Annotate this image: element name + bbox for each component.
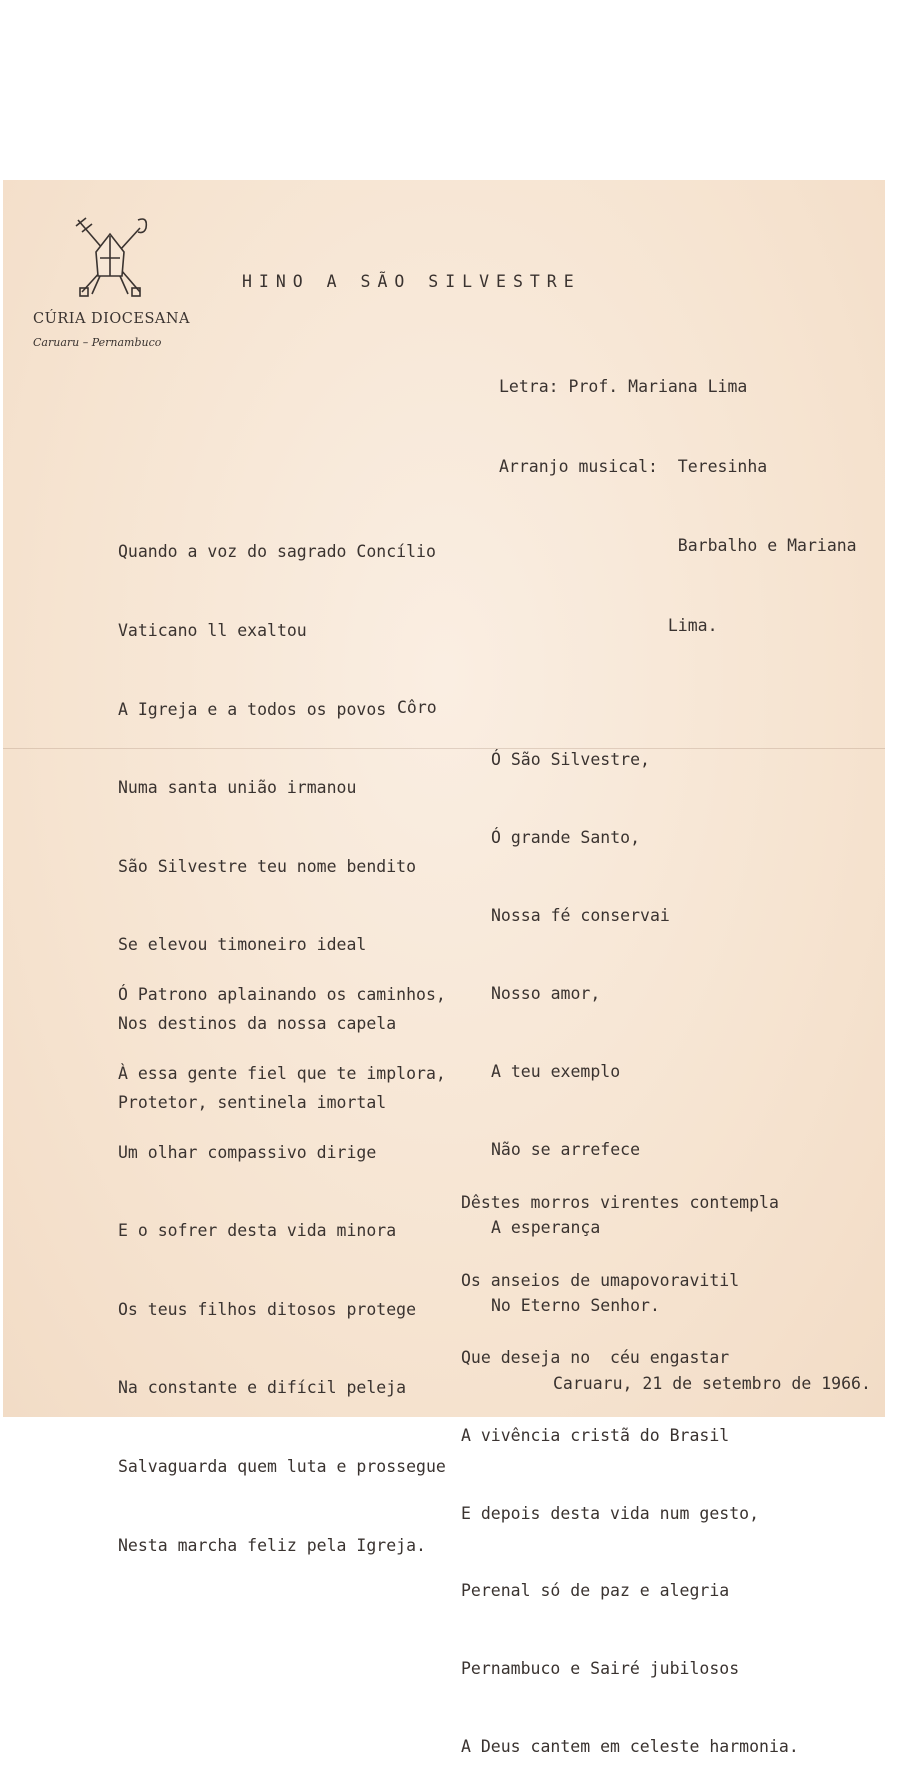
date-line: Caruaru, 21 de setembro de 1966. (553, 1374, 871, 1393)
credits-block (499, 321, 857, 666)
verse-line: Que deseja no céu engastar (461, 1348, 730, 1368)
verse-line: A vivência cristã do Brasil (461, 1425, 730, 1445)
verse-line: São Silvestre teu nome bendito (118, 856, 417, 876)
chorus-line: A esperança (491, 1218, 601, 1237)
chorus-line: A teu exemplo (491, 1062, 621, 1081)
credits-line: Barbalho e Mariana (499, 536, 857, 555)
credits-line: Letra: Prof. Mariana Lima (499, 377, 748, 396)
verse-line: Os teus filhos ditosos protege (118, 1299, 417, 1319)
chorus-line: Ó grande Santo, (491, 828, 641, 847)
letterhead-place: Caruaru – Pernambuco (33, 336, 162, 349)
verse-line: Se elevou timoneiro ideal (118, 935, 367, 955)
verse-line: Salvaguarda quem luta e prossegue (118, 1457, 446, 1477)
verse-line: Nesta marcha feliz pela Igreja. (118, 1535, 426, 1555)
letterhead-name: CÚRIA DIOCESANA (33, 311, 191, 327)
diocese-emblem-icon (70, 212, 152, 302)
verse-line: Dêstes morros virentes contempla (461, 1192, 779, 1212)
credits-line: Arranjo musical: Teresinha (499, 456, 768, 476)
verse-line: Vaticano ll exaltou (118, 621, 307, 641)
verse-line: Perenal só de paz e alegria (461, 1581, 730, 1601)
verse-line: Os anseios de umapovoravitil (461, 1270, 740, 1290)
verse-line: Protetor, sentinela imortal (118, 1092, 387, 1112)
verse-line: E o sofrer desta vida minora (118, 1221, 397, 1241)
verse-line: Numa santa união irmanou (118, 778, 357, 798)
chorus-line: No Eterno Senhor. (491, 1296, 660, 1315)
verse-line: Ó Patrono aplainando os caminhos, (118, 985, 446, 1005)
chorus-line: Não se arrefece (491, 1140, 641, 1159)
chorus-line: Ó São Silvestre, (491, 750, 650, 769)
verse-line: Na constante e difícil peleja (118, 1378, 407, 1398)
verse-line: A Deus cantem em celeste harmonia. (461, 1736, 799, 1756)
verse-line: Pernambuco e Sairé jubilosos (461, 1659, 740, 1679)
verse-line: A Igreja e a todos os povos (118, 699, 387, 719)
verse-line: À essa gente fiel que te implora, (118, 1064, 446, 1084)
verse-line: Quando a voz do sagrado Concílio (118, 542, 436, 562)
hymn-title: HINO A SÃO SILVESTRE (242, 272, 581, 291)
stanza-2 (118, 930, 446, 1585)
verse-line: Nos destinos da nossa capela (118, 1014, 397, 1034)
verse-line: E depois desta vida num gesto, (461, 1503, 760, 1523)
credits-line: Lima. (499, 615, 718, 635)
verse-line: Um olhar compassivo dirige (118, 1142, 377, 1162)
chorus-label: Côro (397, 698, 437, 717)
chorus-line: Nossa fé conservai (491, 906, 670, 925)
stanza-3 (461, 1138, 799, 1786)
chorus-line: Nosso amor, (491, 984, 601, 1003)
